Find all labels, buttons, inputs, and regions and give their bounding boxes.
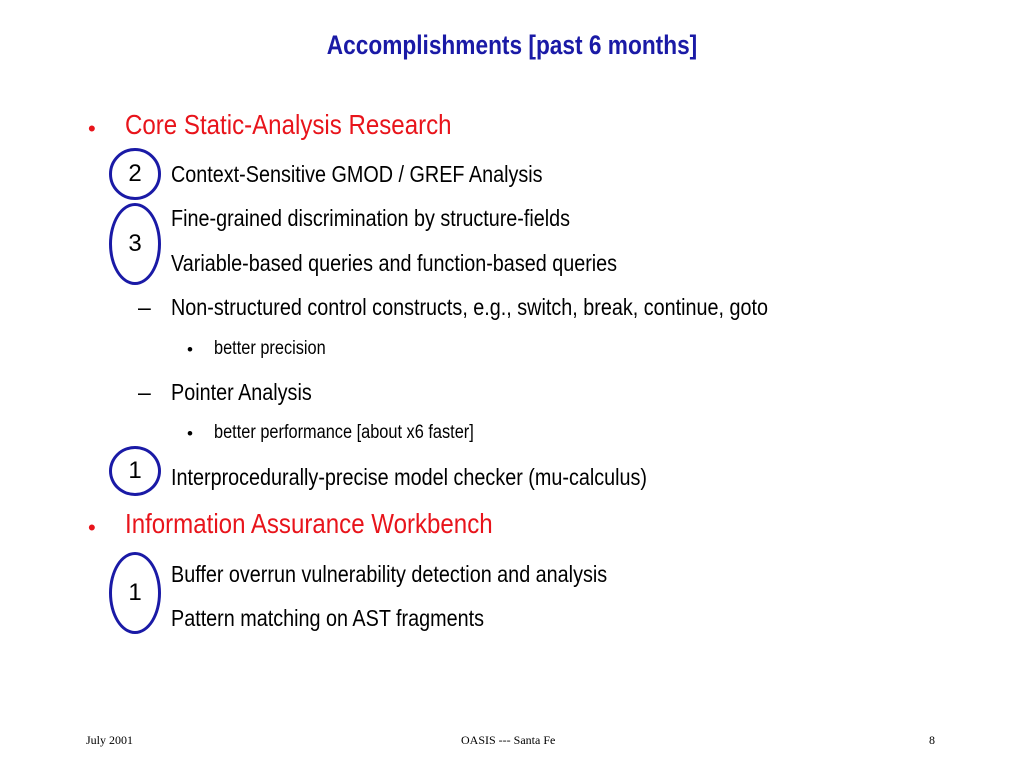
count-badge: 1	[109, 446, 161, 496]
item-non-structured-control: Non-structured control constructs, e.g., switch, break, continue, goto	[171, 294, 768, 320]
dash-bullet-icon: –	[138, 294, 151, 320]
item-pattern-matching: Pattern matching on AST fragments	[171, 605, 484, 631]
item-variable-based-queries: Variable-based queries and function-based queries	[171, 250, 618, 276]
footer-event: OASIS --- Santa Fe	[461, 733, 556, 747]
item-buffer-overrun: Buffer overrun vulnerability detection and analysis	[171, 561, 608, 587]
count-badge: 1	[109, 552, 161, 634]
bullet-icon: •	[187, 424, 193, 443]
bullet-icon: •	[88, 515, 96, 540]
slide-title: Accomplishments [past 6 months]	[326, 30, 698, 60]
subitem-better-precision: better precision	[214, 338, 326, 359]
section-heading-core-static-analysis: Core Static-Analysis Research	[125, 109, 452, 140]
item-model-checker: Interprocedurally-precise model checker (mu-calculus)	[171, 464, 647, 490]
count-badge: 3	[109, 203, 161, 285]
item-pointer-analysis: Pointer Analysis	[171, 379, 312, 405]
count-badge: 2	[109, 148, 161, 200]
footer-date: July 2001	[86, 733, 134, 747]
bullet-icon: •	[88, 116, 96, 141]
section-heading-information-assurance: Information Assurance Workbench	[125, 508, 493, 539]
item-fine-grained-discrimination: Fine-grained discrimination by structure-fields	[171, 205, 571, 231]
item-context-sensitive-analysis: Context-Sensitive GMOD / GREF Analysis	[171, 161, 543, 187]
bullet-icon: •	[187, 340, 193, 359]
footer-page-number: 8	[929, 733, 935, 747]
dash-bullet-icon: –	[138, 379, 151, 405]
subitem-better-performance: better performance [about x6 faster]	[214, 422, 474, 443]
